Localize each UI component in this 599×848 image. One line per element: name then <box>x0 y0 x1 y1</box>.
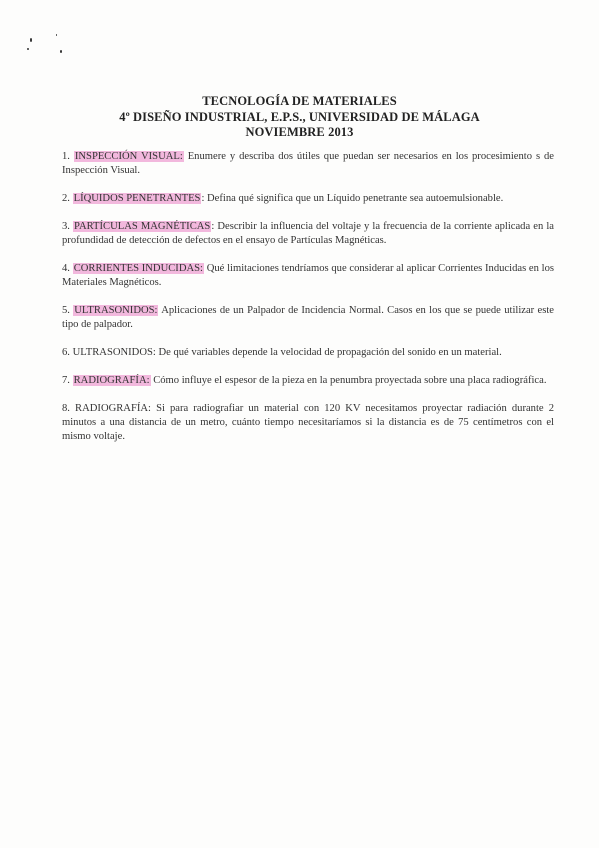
question-number: 2. <box>62 193 70 204</box>
course-title: TECNOLOGÍA DE MATERIALES <box>202 94 397 108</box>
question-number: 4. <box>62 263 70 274</box>
scan-speck <box>56 34 57 36</box>
question-topic: ULTRASONIDOS: <box>72 347 156 358</box>
question-number: 1. <box>62 151 70 162</box>
question-topic: ULTRASONIDOS: <box>74 305 158 316</box>
question-topic: RADIOGRAFÍA: <box>75 403 151 414</box>
document-header <box>0 94 599 141</box>
question-text: Cómo influye el espesor de la pieza en la penumbra proyectada sobre una placa radiográfica. <box>150 375 547 386</box>
question-text: : Describir la influencia del voltaje y la frecuencia de la corriente aplicada en la profundidad de detección de defectos en el ensayo de Partículas Magnéticas. <box>62 221 554 246</box>
question-text: : Defina qué significa que un Líquido penetrante sea autoemulsionable. <box>201 193 504 204</box>
exam-date: NOVIEMBRE 2013 <box>245 125 354 139</box>
question-text: Si para radiografiar un material con 120 KV necesitamos proyectar radiación durante 2 minutos a una distancia de un metro, cuánto tiempo necesitaríamos si la distancia es de 75 centímetros con el mismo voltaje. <box>62 403 554 442</box>
scan-speck <box>60 50 62 53</box>
question-item <box>62 304 554 332</box>
question-item <box>62 346 554 360</box>
scan-speck <box>27 48 29 50</box>
question-item <box>62 262 554 290</box>
question-number: 5. <box>62 305 70 316</box>
question-item <box>62 374 554 388</box>
institution-line: 4º DISEÑO INDUSTRIAL, E.P.S., UNIVERSIDAD DE MÁLAGA <box>119 109 480 124</box>
question-item <box>62 150 554 178</box>
question-text: Qué limitaciones tendríamos que considerar al aplicar Corrientes Inducidas en los Materiales Magnéticos. <box>62 263 554 288</box>
question-text: De qué variables depende la velocidad de propagación del sonido en un material. <box>155 347 502 358</box>
question-list <box>62 150 554 458</box>
question-topic: RADIOGRAFÍA: <box>73 375 150 386</box>
question-number: 7. <box>62 375 70 386</box>
question-number: 6. <box>62 347 70 358</box>
question-topic: PARTÍCULAS MAGNÉTICAS <box>74 221 211 232</box>
question-text: Aplicaciones de un Palpador de Incidencia Normal. Casos en los que se puede utilizar este tipo de palpador. <box>62 305 554 330</box>
question-item <box>62 402 554 444</box>
question-topic: CORRIENTES INDUCIDAS: <box>73 263 203 274</box>
question-number: 3. <box>62 221 70 232</box>
scan-specks <box>24 34 74 64</box>
question-number: 8. <box>62 403 70 414</box>
question-item <box>62 220 554 248</box>
question-topic: INSPECCIÓN VISUAL: <box>74 151 183 162</box>
question-item <box>62 192 554 206</box>
scan-speck <box>30 38 32 42</box>
question-topic: LÍQUIDOS PENETRANTES <box>73 193 201 204</box>
question-text: Enumere y describa dos útiles que puedan ser necesarios en los procesimiento s de Inspección Visual. <box>62 151 554 176</box>
